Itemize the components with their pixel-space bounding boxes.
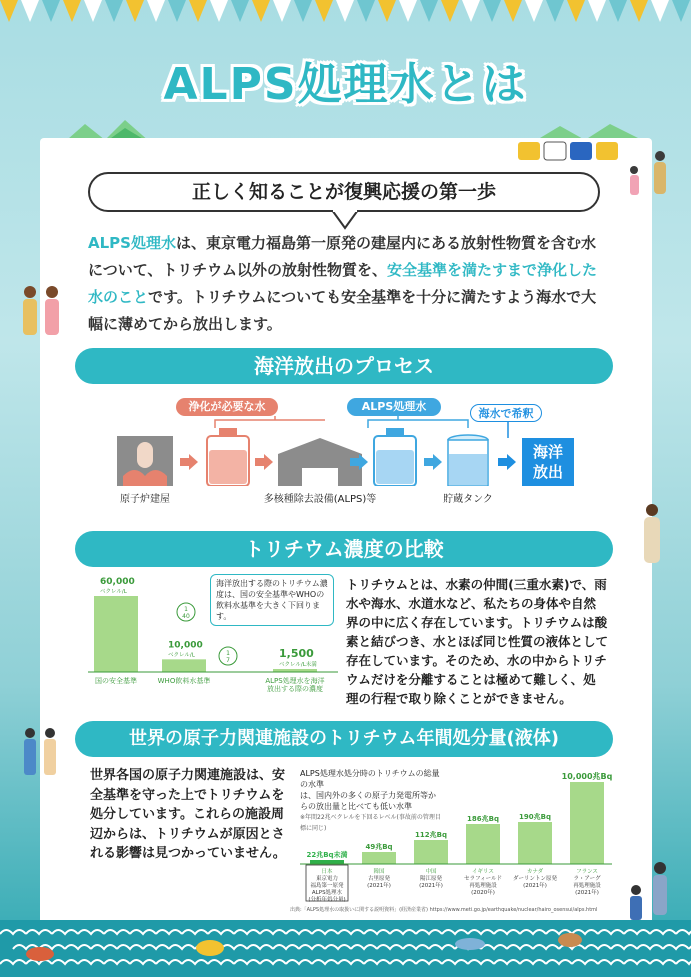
concentration-value-label: 10,000 xyxy=(168,640,203,651)
concentration-bar xyxy=(94,596,138,672)
bunting-flag xyxy=(315,0,333,22)
concentration-note: 海洋放出する際のトリチウム濃度は、国の安全基準やWHOの飲料水基準を大きく下回ります。 xyxy=(210,574,334,626)
bunting-flag xyxy=(525,0,543,22)
ratio-numerator: 1 xyxy=(226,650,230,657)
disposal-category-label: ラ・アーグ xyxy=(573,876,601,882)
disposal-category-label: 日本 xyxy=(321,869,333,875)
bunting-flag xyxy=(630,0,648,22)
reactor-building-icon xyxy=(117,436,173,486)
disposal-category-label: (2021年) xyxy=(523,883,547,889)
bunting-flag xyxy=(42,0,60,22)
annual-explanation: 世界各国の原子力関連施設は、安全基準を守った上でトリチウムを処分しています。これらの施設周辺からは、トリチウムが原因とされる影響は見つかっていません。 xyxy=(90,768,286,861)
intro-alps-term: ALPS処理水 xyxy=(88,234,176,252)
bunting-flag xyxy=(378,0,396,22)
disposal-bar xyxy=(362,852,396,864)
disposal-category-label: (2020年) xyxy=(471,890,495,896)
bunting-flag xyxy=(126,0,144,22)
contaminated-water-tank-icon xyxy=(205,428,251,486)
bunting-flag xyxy=(231,0,249,22)
bunting-flag xyxy=(588,0,606,22)
bunting-flag xyxy=(546,0,564,22)
disposal-category-label: 陽江原発 xyxy=(419,876,443,882)
disposal-category-label: (2021年) xyxy=(419,883,443,889)
disposal-bar xyxy=(466,824,500,864)
bunting-flag xyxy=(672,0,690,22)
bunting-flag xyxy=(84,0,102,22)
disposal-value-label: 10,000兆Bq xyxy=(561,772,612,781)
bubble-tail xyxy=(332,210,358,230)
bunting-flag xyxy=(651,0,669,22)
tritium-explanation: トリチウムとは、水素の仲間(三重水素)で、雨水や海水、水道水など、私たちの身体や自然界の中に広く存在しています。トリチウムは酸素と結びつき、水とほぼ同じ性質の液体として存在しています。そのため、水の中からトリチウムだけを分離することは極めて難しく、処理の行程で取り除くことができません。 xyxy=(346,577,609,706)
bunting-flag xyxy=(441,0,459,22)
disposal-bar xyxy=(518,822,552,864)
concentration-category-label: WHO飲料水基準 xyxy=(157,677,211,685)
page-title: ALPS処理水とは xyxy=(163,59,528,110)
bunting-flag xyxy=(567,0,585,22)
ratio-denominator: 40 xyxy=(182,613,190,620)
people-illustration-left xyxy=(18,286,66,358)
bunting-flag xyxy=(462,0,480,22)
concentration-value-label: 60,000 xyxy=(100,577,135,587)
arrow-icon xyxy=(255,454,273,470)
slogan-bubble: 正しく知ることが復興応援の第一歩 xyxy=(88,172,600,212)
arrow-icon xyxy=(180,454,198,470)
annual-disposal-chart xyxy=(300,768,612,902)
disposal-category-label: 古里原発 xyxy=(367,876,391,882)
disposal-category-label: カナダ xyxy=(526,869,544,875)
ocean-release-line2: 放出 xyxy=(532,463,563,481)
source-note: 出典:「ALPS処理水の取扱いに関する説明資料」(経済産業省) https://www.meti.go.jp/earthquake/nuclear/hairo_osensui/alps.html xyxy=(290,907,598,913)
concentration-unit-label: ベクレル/L xyxy=(168,652,195,659)
annual-note-line3: ※年間22兆ベクレルを下回るレベル(事故前の管理目標に同じ) xyxy=(300,814,441,832)
dilute-connector xyxy=(505,422,511,438)
concentration-unit-label: ベクレル/L未満 xyxy=(279,662,317,668)
ocean-release-line1: 海洋 xyxy=(532,443,563,461)
disposal-category-label: セラフィールド xyxy=(464,876,502,882)
tag-dirty-water: 浄化が必要な水 xyxy=(176,398,278,416)
bunting-flag xyxy=(168,0,186,22)
disposal-bar xyxy=(310,860,344,864)
concentration-value-label: 1,500 xyxy=(279,647,314,660)
person-illustration-right xyxy=(640,502,664,586)
disposal-category-label: 福島第一原発 xyxy=(310,883,344,889)
disposal-category-label: 東京電力 xyxy=(315,876,339,882)
annual-note-line2: は、国内外の多くの原子力発電所等からの放出量と比べても低い水準 xyxy=(300,791,436,811)
annual-note-line1: ALPS処理水処分時のトリチウムの総量の水準 xyxy=(300,769,440,789)
concentration-category-label: 国の安全基準 xyxy=(95,677,137,685)
disposal-category-label: ダーリントン原発 xyxy=(512,876,558,882)
person-illustration xyxy=(622,150,672,212)
waves-decoration xyxy=(0,920,691,977)
disposal-category-label: 再処理施設 xyxy=(573,883,601,889)
disposal-bar xyxy=(414,840,448,864)
bunting-flag xyxy=(357,0,375,22)
ratio-numerator: 1 xyxy=(184,606,188,613)
bunting-flag xyxy=(189,0,207,22)
bunting-flag xyxy=(483,0,501,22)
disposal-category-label: (分析年処分量) xyxy=(308,897,346,902)
bunting-flag xyxy=(210,0,228,22)
process-heading: 海洋放出のプロセス xyxy=(75,348,613,384)
disposal-category-label: (2021年) xyxy=(575,890,599,896)
ratio-denominator: 7 xyxy=(226,657,230,664)
disposal-value-label: 49兆Bq xyxy=(365,843,393,851)
concentration-category-label: ALPS処理水を海洋 xyxy=(265,677,325,685)
arrow-icon xyxy=(424,454,442,470)
tritium-heading: トリチウム濃度の比較 xyxy=(75,531,613,567)
bunting-flag xyxy=(147,0,165,22)
bunting-flag xyxy=(273,0,291,22)
intro-text-2: です。トリチウムについても安全基準を十分に満たすよう海水で大幅に薄めてから放出します。 xyxy=(88,288,597,333)
bunting-flag xyxy=(294,0,312,22)
bunting-flag xyxy=(336,0,354,22)
bunting-flag xyxy=(105,0,123,22)
tag-dilute: 海水で希釈 xyxy=(470,404,542,422)
disposal-bar xyxy=(570,782,604,864)
disposal-value-label: 190兆Bq xyxy=(519,813,551,821)
intro-paragraph xyxy=(88,230,608,338)
disposal-value-label: 22兆Bq未満 xyxy=(306,851,348,859)
bunting-flag xyxy=(504,0,522,22)
train-illustration xyxy=(518,140,618,162)
disposal-category-label: (2021年) xyxy=(367,883,391,889)
caption-alps: 多核種除去設備(ALPS)等 xyxy=(263,494,377,505)
bunting-flag xyxy=(63,0,81,22)
bunting-flag xyxy=(252,0,270,22)
concentration-category-label-2: 放出する際の濃度 xyxy=(267,685,323,693)
intro-text-1: は、東京電力福島第一原発の建屋内にある放射性物質を含む水について、トリチウム以外の放射性物質を、 xyxy=(88,234,596,279)
intro-highlight: 安全基準を満たすまで浄化した水のこと xyxy=(88,261,597,306)
family-illustration-left xyxy=(20,727,60,789)
tag-alps-water: ALPS処理水 xyxy=(347,398,441,416)
concentration-unit-label: ベクレル/L xyxy=(100,589,127,595)
bunting-flag xyxy=(0,0,18,22)
arrow-icon xyxy=(350,454,368,470)
disposal-category-label: 韓国 xyxy=(373,869,385,875)
disposal-category-label: 再処理施設 xyxy=(469,883,497,889)
bunting-flag xyxy=(609,0,627,22)
annual-heading: 世界の原子力関連施設のトリチウム年間処分量(液体) xyxy=(75,721,613,757)
arrow-icon xyxy=(498,454,516,470)
ocean-release-box xyxy=(522,438,574,486)
bunting-decoration xyxy=(0,0,691,26)
caption-tank: 貯蔵タンク xyxy=(443,494,493,505)
disposal-category-label: フランス xyxy=(576,869,598,875)
disposal-category-label: ALPS処理水 xyxy=(311,890,343,896)
disposal-category-label: 中国 xyxy=(425,869,437,875)
disposal-value-label: 186兆Bq xyxy=(467,815,499,823)
family-illustration-right xyxy=(624,862,676,926)
disposal-value-label: 112兆Bq xyxy=(415,831,447,839)
caption-reactor: 原子炉建屋 xyxy=(120,494,170,505)
storage-tank-icon xyxy=(446,434,490,486)
disposal-category-label: イギリス xyxy=(472,869,494,875)
treated-water-tank-icon xyxy=(372,428,418,486)
bunting-flag xyxy=(21,0,39,22)
bunting-flag xyxy=(420,0,438,22)
concentration-bar xyxy=(162,659,206,672)
bunting-flag xyxy=(399,0,417,22)
